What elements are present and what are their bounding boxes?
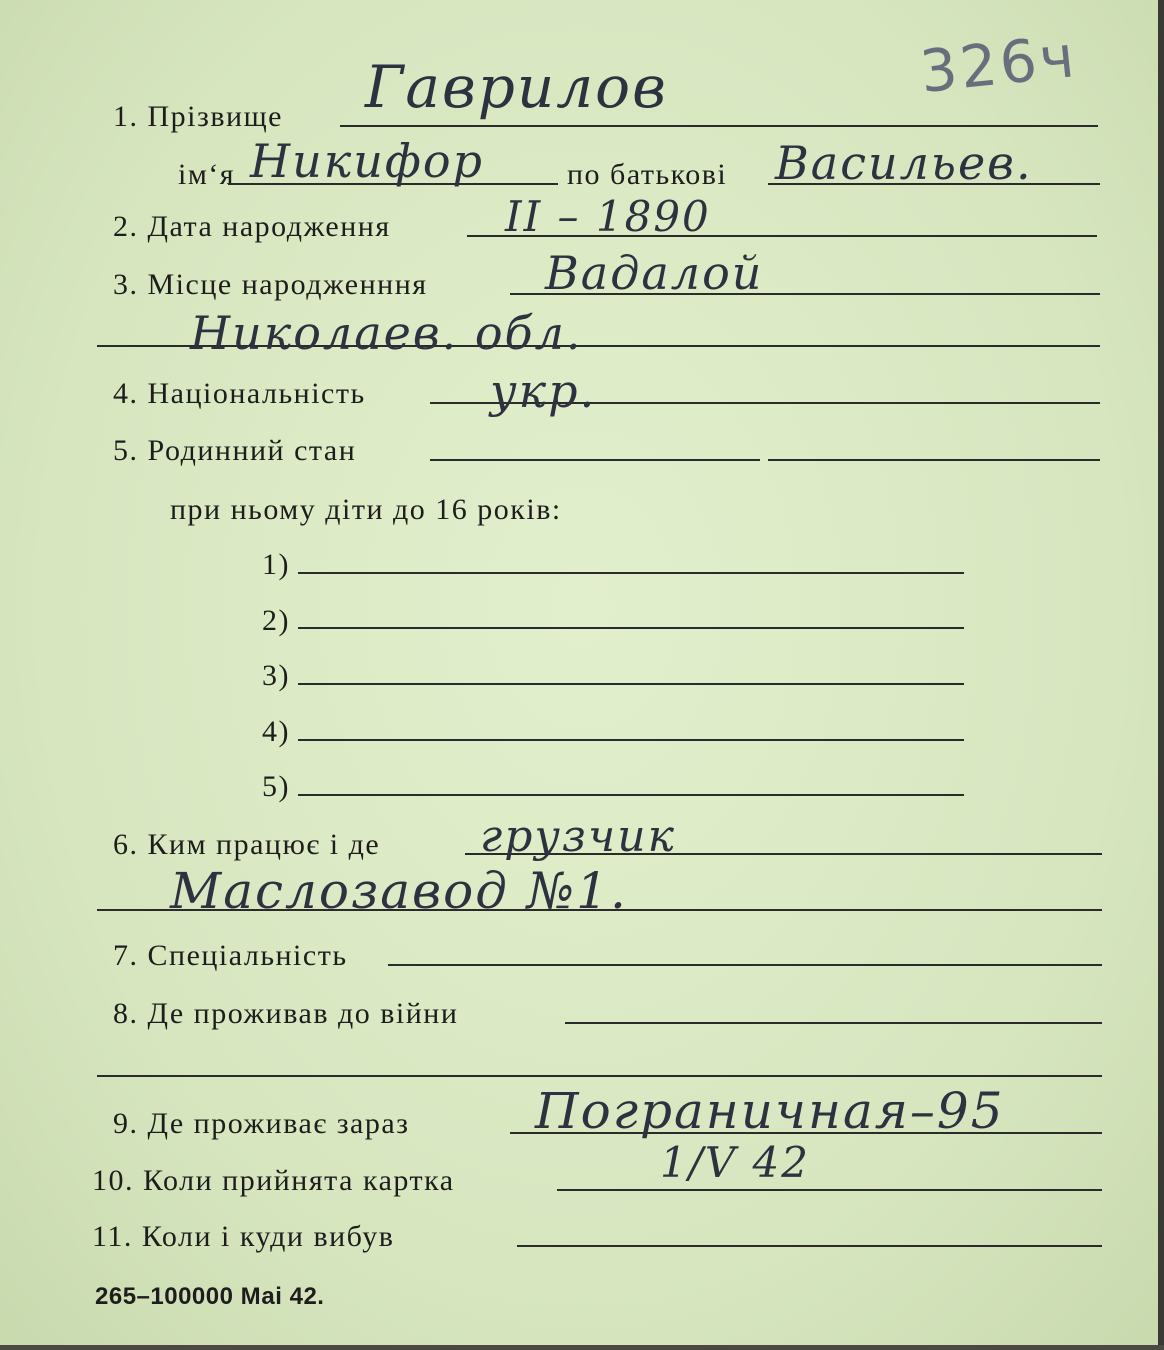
card-edge-shadow-bottom xyxy=(0,1345,1164,1350)
child-1-line xyxy=(298,572,964,574)
patronymic-value: Васильев. xyxy=(775,136,1033,190)
card-accepted-label: 10. Коли прийнята картка xyxy=(92,1164,455,1197)
nationality-label: 4. Національність xyxy=(113,377,366,410)
specialty-line xyxy=(388,964,1102,966)
child-2-line xyxy=(298,627,964,629)
child-5-label: 5) xyxy=(262,770,290,803)
child-3-label: 3) xyxy=(262,659,290,692)
child-3-line xyxy=(298,683,964,685)
specialty-label: 7. Спеціальність xyxy=(113,939,348,972)
birth-date-label: 2. Дата народження xyxy=(113,210,391,243)
child-4-line xyxy=(298,739,964,741)
patronymic-label: по батькові xyxy=(567,158,728,191)
child-5-line xyxy=(298,794,964,796)
card-edge-shadow xyxy=(1158,0,1164,1350)
surname-line xyxy=(340,125,1098,127)
birth-place-value-line2: Николаев. обл. xyxy=(190,306,583,360)
departure-label: 11. Коли і куди вибув xyxy=(92,1220,395,1253)
prewar-residence-label: 8. Де проживав до війни xyxy=(113,997,459,1030)
birth-place-value-line1: Вадалой xyxy=(545,246,764,300)
children-heading: при ньому діти до 16 років: xyxy=(170,493,562,526)
prewar-residence-line xyxy=(565,1022,1102,1024)
child-4-label: 4) xyxy=(262,715,290,748)
current-residence-value: Пограничная–95 xyxy=(535,1082,1005,1140)
first-name-value: Никифор xyxy=(250,134,484,188)
surname-value: Гаврилов xyxy=(365,53,668,121)
work-value-line1: грузчик xyxy=(480,811,676,862)
print-run-footer: 265–100000 Маі 42. xyxy=(95,1283,325,1310)
prewar-residence-line-2 xyxy=(97,1075,1102,1077)
card-accepted-line xyxy=(557,1189,1102,1191)
work-label: 6. Ким працює і де xyxy=(113,828,381,861)
child-2-label: 2) xyxy=(262,604,290,637)
child-1-label: 1) xyxy=(262,548,290,581)
birth-place-label: 3. Місце народженння xyxy=(113,268,428,301)
current-residence-label: 9. Де проживає зараз xyxy=(113,1107,410,1140)
marital-status-line-2 xyxy=(768,459,1100,461)
surname-label: 1. Прізвище xyxy=(113,100,283,133)
work-value-line2: Маслозавод №1. xyxy=(170,862,628,920)
card-accepted-value: 1/V 42 xyxy=(660,1138,810,1187)
archive-number: 326ч xyxy=(916,21,1081,107)
first-name-label: ім‘я xyxy=(178,158,236,191)
birth-date-value: II – 1890 xyxy=(505,192,711,241)
marital-status-line xyxy=(430,459,760,461)
nationality-value: укр. xyxy=(490,364,597,418)
marital-status-label: 5. Родинний стан xyxy=(113,434,357,467)
departure-line xyxy=(517,1245,1102,1247)
